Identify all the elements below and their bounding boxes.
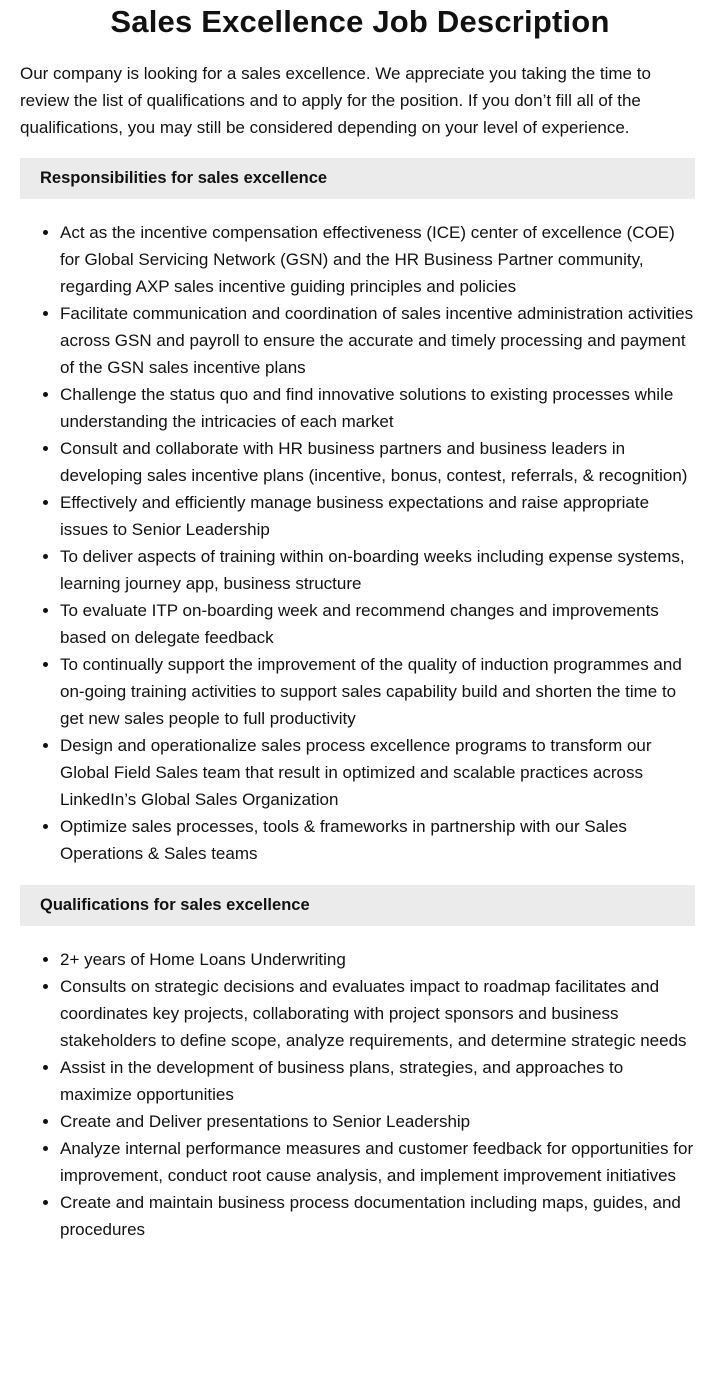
list-item: • To deliver aspects of training within on-boarding weeks including expense systems, learning journey app, business structure — [60, 543, 695, 597]
list-item: • To continually support the improvement of the quality of induction programmes and on-going training activities to support sales capability build and shorten the time to get new sales people to full productivity — [60, 651, 695, 732]
list-item: • Consults on strategic decisions and evaluates impact to roadmap facilitates and coordinates key projects, collaborating with project sponsors and business stakeholders to define scope, analyze requirements, and determine strategic needs — [60, 973, 695, 1054]
qualifications-list — [20, 946, 695, 1243]
list-item: • Effectively and efficiently manage business expectations and raise appropriate issues to Senior Leadership — [60, 489, 695, 543]
list-item: • Create and Deliver presentations to Senior Leadership — [60, 1108, 695, 1135]
qualifications-heading: Qualifications for sales excellence — [20, 885, 695, 926]
list-item: • Analyze internal performance measures and customer feedback for opportunities for improvement, conduct root cause analysis, and implement improvement initiatives — [60, 1135, 695, 1189]
list-item: • Create and maintain business process documentation including maps, guides, and procedures — [60, 1189, 695, 1243]
list-item: • Facilitate communication and coordination of sales incentive administration activities across GSN and payroll to ensure the accurate and timely processing and payment of the GSN sales incentive plans — [60, 300, 695, 381]
list-item: • Consult and collaborate with HR business partners and business leaders in developing sales incentive plans (incentive, bonus, contest, referrals, & recognition) — [60, 435, 695, 489]
intro-paragraph: Our company is looking for a sales excellence. We appreciate you taking the time to review the list of qualifications and to apply for the position. If you don’t fill all of the qualifications, you may still be considered depending on your level of experience. — [20, 64, 651, 137]
qualifications-section — [0, 885, 720, 1243]
responsibilities-heading: Responsibilities for sales excellence — [20, 158, 695, 199]
list-item: • Assist in the development of business plans, strategies, and approaches to maximize opportunities — [60, 1054, 695, 1108]
list-item: • 2+ years of Home Loans Underwriting — [60, 946, 695, 973]
list-item: • Act as the incentive compensation effectiveness (ICE) center of excellence (COE) for Global Servicing Network (GSN) and the HR Business Partner community, regarding AXP sales incentive guiding principles and policies — [60, 219, 695, 300]
responsibilities-section — [0, 158, 720, 867]
list-item: • Challenge the status quo and find innovative solutions to existing processes while understanding the intricacies of each market — [60, 381, 695, 435]
page-title: Sales Excellence Job Description — [110, 4, 610, 39]
list-item: • To evaluate ITP on-boarding week and recommend changes and improvements based on delegate feedback — [60, 597, 695, 651]
responsibilities-list — [20, 219, 695, 867]
list-item: • Design and operationalize sales process excellence programs to transform our Global Field Sales team that result in optimized and scalable practices across LinkedIn’s Global Sales Organization — [60, 732, 695, 813]
list-item: • Optimize sales processes, tools & frameworks in partnership with our Sales Operations & Sales teams — [60, 813, 695, 867]
